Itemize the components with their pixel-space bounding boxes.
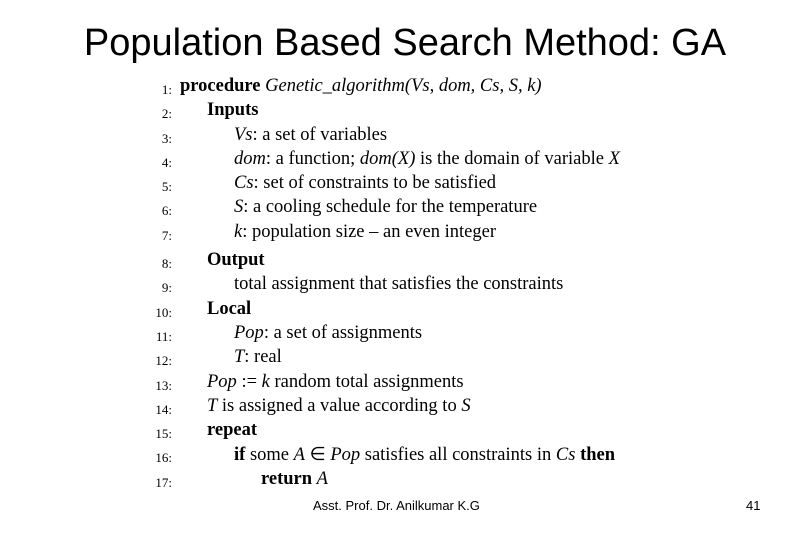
variable: T <box>234 347 245 368</box>
line-number: 16: <box>155 450 172 466</box>
line-number: 8: <box>161 256 172 272</box>
line-number: 5: <box>161 179 172 195</box>
keyword-inputs: Inputs <box>207 100 259 121</box>
variable: k <box>261 371 270 392</box>
line-number: 3: <box>161 130 172 146</box>
variable: dom <box>234 148 266 169</box>
variable: Pop <box>330 445 361 466</box>
line-number: 9: <box>161 280 172 296</box>
code-line-17 <box>146 469 766 493</box>
line-text: random total assignments <box>269 371 464 392</box>
slide-title: Population Based Search Method: GA <box>83 22 727 64</box>
page-number: 41 <box>746 498 761 513</box>
keyword-then: then <box>575 445 616 466</box>
line-number: 17: <box>155 474 172 490</box>
line-text: is assigned a value according to <box>217 395 462 416</box>
variable: S <box>461 395 471 416</box>
code-line-4 <box>146 149 766 173</box>
line-number: 10: <box>155 304 172 320</box>
line-number: 13: <box>155 377 172 393</box>
code-line-2 <box>146 100 766 124</box>
code-line-11 <box>146 323 766 347</box>
code-line-10 <box>146 299 766 323</box>
line-number: 15: <box>155 426 172 442</box>
code-line-1 <box>146 76 766 100</box>
code-line-6 <box>146 197 766 221</box>
code-line-8 <box>146 250 766 274</box>
code-line-7 <box>146 222 766 246</box>
line-text: is the domain of variable <box>415 148 609 169</box>
keyword-return: return <box>261 468 313 489</box>
variable: dom(X) <box>359 148 416 169</box>
line-text: : a cooling schedule for the temperature <box>243 197 538 218</box>
line-text: some <box>245 445 294 466</box>
line-number: 12: <box>155 353 172 369</box>
code-line-15 <box>146 420 766 444</box>
keyword-repeat: repeat <box>207 420 257 441</box>
code-line-5 <box>146 173 766 197</box>
footer-author: Asst. Prof. Dr. Anilkumar K.G <box>313 498 480 513</box>
line-text: : real <box>244 347 282 368</box>
line-number: 7: <box>161 227 172 243</box>
algorithm-listing <box>146 76 766 493</box>
code-line-12 <box>146 347 766 371</box>
variable: A <box>316 468 328 489</box>
operator: := <box>236 371 262 392</box>
variable: Cs <box>234 173 254 194</box>
line-number: 6: <box>161 203 172 219</box>
line-text: : population size – an even integer <box>242 221 496 242</box>
line-number: 14: <box>155 401 172 417</box>
keyword-output: Output <box>207 250 265 271</box>
procedure-name: Genetic_algorithm <box>265 76 405 96</box>
code-line-14 <box>146 396 766 420</box>
code-line-13 <box>146 372 766 396</box>
operator: ∈ <box>304 445 331 466</box>
keyword-if: if <box>234 445 246 466</box>
line-text: satisfies all constraints in <box>360 445 556 466</box>
variable: A <box>293 445 305 466</box>
line-number: 1: <box>161 82 172 97</box>
keyword-local: Local <box>207 298 252 319</box>
variable: Pop <box>234 322 264 343</box>
procedure-args: (Vs, dom, Cs, S, k) <box>404 76 542 96</box>
line-text: : set of constraints to be satisfied <box>253 173 497 194</box>
line-text: : a set of assignments <box>263 322 423 343</box>
line-text: : a function; <box>265 148 360 169</box>
code-line-16 <box>146 444 766 468</box>
code-line-9 <box>146 274 766 298</box>
variable: T <box>207 395 218 416</box>
line-text: total assignment that satisfies the constraints <box>234 274 564 295</box>
variable: Pop <box>207 371 237 392</box>
line-number: 4: <box>161 154 172 170</box>
variable: Cs <box>555 445 576 466</box>
line-number: 11: <box>155 328 172 344</box>
variable: Vs <box>234 124 253 145</box>
variable: X <box>608 148 620 169</box>
variable: S <box>234 197 244 218</box>
line-text: : a set of variables <box>252 124 388 145</box>
line-number: 2: <box>161 106 172 122</box>
keyword-procedure: procedure <box>180 76 261 96</box>
code-line-3 <box>146 125 766 149</box>
variable: k <box>234 221 243 242</box>
